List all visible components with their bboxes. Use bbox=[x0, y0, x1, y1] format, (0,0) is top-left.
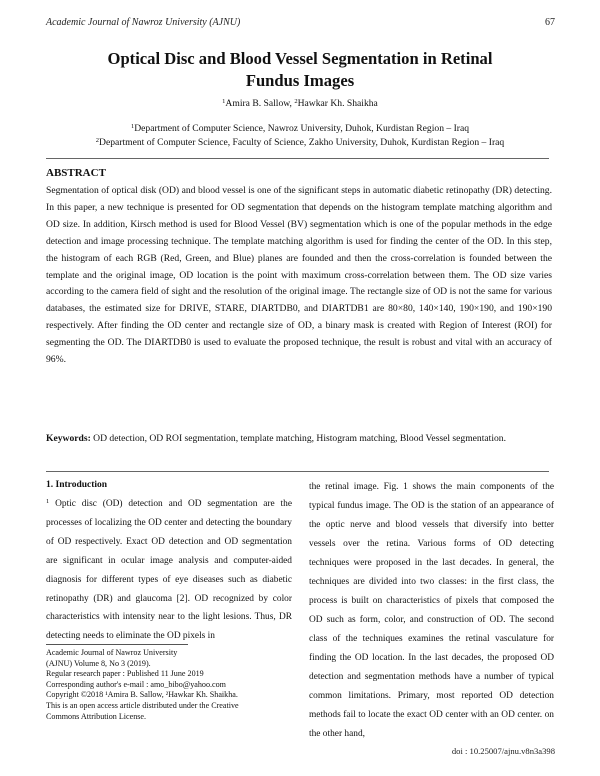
footnote-line-4: Corresponding author's e-mail : amo_bibo@yahoo.com bbox=[46, 679, 226, 689]
footnote-line-6: This is an open access article distributed under the Creative bbox=[46, 700, 239, 710]
introduction-text-left: Optic disc (OD) detection and OD segmentation are the processes of localizing the OD center and detecting the boundary of OD respectively. Exact OD detection and OD segmentation are significant in ocular image analysis and computer-aided diagnosis for different types of eye diseases such as diabetic retinopathy (DR) and glaucoma [2]. OD recognized by color characteristics with intensity near to the light lesions. Thus, DR detecting needs to eliminate the OD pixels in bbox=[46, 499, 292, 642]
footnote-mark: 1 bbox=[46, 498, 50, 505]
affiliation-1 bbox=[40, 123, 560, 134]
footnote-line-5: Copyright ©2018 ¹Amira B. Sallow, ²Hawkar Kh. Shaikha. bbox=[46, 690, 238, 700]
title-line-2: Fundus Images bbox=[245, 71, 355, 90]
affiliation-1-text: Department of Computer Science, Nawroz University, Duhok, Kurdistan Region – Iraq bbox=[134, 123, 470, 134]
keywords-label: Keywords: bbox=[46, 433, 91, 444]
section-heading-introduction: 1. Introduction bbox=[46, 480, 108, 490]
abstract-heading: ABSTRACT bbox=[46, 167, 106, 179]
author-list bbox=[40, 98, 560, 109]
footnote-block bbox=[46, 648, 296, 722]
author-2-mark: 2 bbox=[294, 98, 298, 105]
doi-link[interactable]: doi : 10.25007/ajnu.v8n3a398 bbox=[451, 746, 555, 756]
footnote-line-3: Regular research paper : Published 11 June 2019 bbox=[46, 669, 204, 679]
paper-title bbox=[40, 48, 560, 92]
keywords-text: OD detection, OD ROI segmentation, template matching, Histogram matching, Blood Vessel segmentation. bbox=[90, 433, 506, 444]
keywords bbox=[46, 431, 552, 447]
affiliation-2-mark: 2 bbox=[95, 137, 100, 144]
affiliation-2-text: Department of Computer Science, Faculty of Science, Zakho University, Duhok, Kurdistan Region – Iraq bbox=[99, 137, 505, 148]
abstract-divider bbox=[46, 471, 549, 472]
author-1-mark: 1 bbox=[222, 98, 226, 105]
body-column-right bbox=[309, 478, 554, 744]
affiliation-1-mark: 1 bbox=[130, 123, 135, 130]
introduction-paragraph-left bbox=[46, 493, 292, 646]
author-2-name: Hawkar Kh. Shaikha bbox=[297, 98, 378, 109]
footnote-line-7: Commons Attribution License. bbox=[46, 711, 147, 721]
abstract-text: Segmentation of optical disk (OD) and blood vessel is one of the significant steps in automatic diabetic retinopathy (DR) detecting. In this paper, a new technique is presented for OD segmentation that depends on the histogram template matching algorithm and OD size. In addition, Kirsch method is used for Blood Vessel (BV) segmentation which is one of the popular methods in the edge detection and image processing technique. The template matching algorithm is used for finding the center of the OD. In this step, the histogram of each RGB (Red, Green, and Blue) planes are founded and then the cross-correlation is founded between the template and the original image, OD location is the point with maximum cross-correlation between them. The OD size varies according to the camera field of sight and the resolution of the original image. The rectangle size of OD is not the same for various databases, the estimated size for DRIVE, STARE, DIARTDB0, and DIARTDB1 are 80×80, 140×140, 190×190, and 190×190 respectively. After finding the OD center and rectangle size of OD, a binary mask is created with Region of Interest (ROI) for segmenting the OD. The DIARTDB0 is used to evaluate the proposed technique, the result is robust and vital with an accuracy of 96%. bbox=[46, 185, 552, 366]
footnote-line-2: (AJNU) Volume 8, No 3 (2019). bbox=[46, 658, 151, 668]
page-number: 67 bbox=[545, 17, 555, 28]
title-line-1: Optical Disc and Blood Vessel Segmentation in Retinal bbox=[107, 49, 493, 68]
author-1-name: Amira B. Sallow, bbox=[225, 98, 295, 109]
header-divider bbox=[46, 158, 549, 159]
affiliation-2 bbox=[40, 137, 560, 148]
introduction-paragraph-right: the retinal image. Fig. 1 shows the main components of the typical fundus image. The OD is the station of an appearance of the optic nerve and blood vessels that diversify into better vessels over the retina. Various forms of OD detecting techniques were proposed in the last decades. In general, the techniques are divided into two classes: in the first class, the process is built on characteristics of pixels that composed the OD such as form, color, and construction of OD. The second class of the techniques examines the retinal vasculature for finding the OD location. In the last decades, the proposed OD detection and segmentation methods have a number of typical common limitations. Primary, most reported OD detection methods fail to locate the exact OD center with an OD center. on the other hand, bbox=[309, 482, 554, 739]
running-head-journal: Academic Journal of Nawroz University (AJNU) bbox=[46, 17, 241, 28]
body-column-left bbox=[46, 478, 292, 646]
footnote-divider bbox=[46, 644, 188, 645]
footnote-line-1: Academic Journal of Nawroz University bbox=[46, 648, 178, 657]
